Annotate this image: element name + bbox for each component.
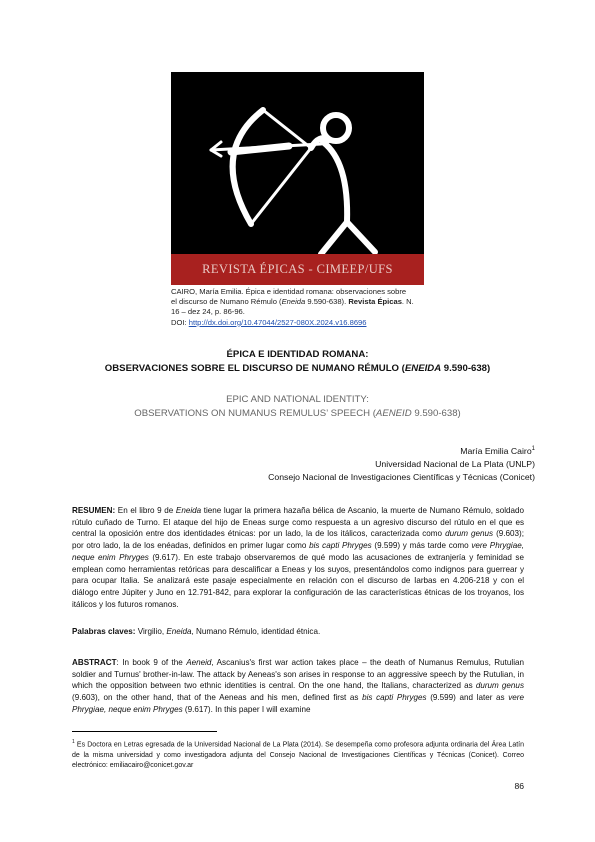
archer-silhouette-icon [171,72,424,254]
page-number: 86 [514,781,524,791]
keywords-line: Palabras claves: Virgilio, Eneida, Numano Rémulo, identidad étnica. [72,627,321,636]
title-es-line-2: OBSERVACIONES SOBRE EL DISCURSO DE NUMANO RÉMULO (ENEIDA 9.590-638) [104,363,491,374]
citation-line-2: el discurso de Numano Rémulo (Eneida 9.590-638). Revista Épicas. N. [171,297,414,307]
author-name: María Emilia Cairo$^1$ [460,445,535,456]
author-block [268,443,535,484]
title-en-line-2: OBSERVATIONS ON NUMANUS REMULUS’ SPEECH (AENEID 9.590-638) [134,408,461,419]
journal-banner: REVISTA ÉPICAS - CIMEEP/UFS [171,254,424,285]
citation-block [171,287,431,328]
footnote: $^1$ Es Doctora en Letras egresada de la Universidad Nacional de La Plata (2014). Se desempeña como profesora adjunta ordinaria del Área Latín de la misma universidad y como investigadora adjunta del Consejo Nacional de Investigaciones Científicas y Técnicas (Conicet). Correo electrónico: emiliacairo@conicet.gov.ar [72,739,524,769]
title-en-line-1: EPIC AND NATIONAL IDENTITY: [226,394,369,405]
citation-line-3: 16 – dez 24, p. 86-96. [171,307,245,317]
footnote-divider [72,731,217,732]
resumen-paragraph: RESUMEN: En el libro 9 de Eneida tiene lugar la primera hazaña bélica de Ascanio, la muerte de Numano Rémulo, soldado rútulo cuñado de Turno. El ataque del hijo de Eneas surge como respuesta a un agresivo discurso del rútulo en el que es central la oposición entre dos identidades étnicas: por un lado, la de los itálicos, caracterizada como durum genus (9.603); por otro lado, la de los enéadas, definidos en primer lugar como bis capti Phryges (9.599) y más tarde como vere Phrygiae, neque enim Phryges (9.617). En este trabajo observaremos de qué modo las acusaciones de extranjería y feminidad se emplean como herramientas retóricas para descalificar a Eneas y los suyos, presentándolos como indignos para guerrear y para ocupar Italia. Se analizará este pasaje especialmente en relación con el discurso de Iarbas en 4.206-218 y con el diálogo entre Júpiter y Juno en 12.791-842, para explorar la configuración de las características étnicas de los troyanos, los itálicos y los futuros romanos. [72,506,525,609]
author-affiliation-2: Consejo Nacional de Investigaciones Científicas y Técnicas (Conicet) [268,471,535,482]
footnote-mark[interactable]: 1 [531,446,535,452]
journal-cover-image [171,72,424,285]
citation-doi: DOI: http://dx.doi.org/10.47044/2527-080X.2024.v16.8696 [171,317,367,327]
citation-line-1: CAIRO, María Emilia. Épica e identidad romana: observaciones sobre [171,287,407,296]
author-affiliation-1: Universidad Nacional de La Plata (UNLP) [375,458,535,469]
abstract-paragraph: ABSTRACT: In book 9 of the Aeneid, Ascanius's first war action takes place – the death of Numanus Remulus, Rutulian soldier and Turnus' brother-in-law. The attack by Aeneas's son arises in response to an aggressive speech by the Rutulian, in which the opposition between two ethnic identities is central. On the one hand, the Italians, characterized as durum genus (9.603), on the other hand, that of the Aeneas and his men, defined first as bis capti Phryges (9.599) and later as vere Phrygiae, neque enim Phryges (9.617). In this paper I will examine [72,658,524,714]
doi-link[interactable]: http://dx.doi.org/10.47044/2527-080X.2024.v16.8696 [188,317,367,327]
title-es-line-1: ÉPICA E IDENTIDAD ROMANA: [226,349,369,360]
